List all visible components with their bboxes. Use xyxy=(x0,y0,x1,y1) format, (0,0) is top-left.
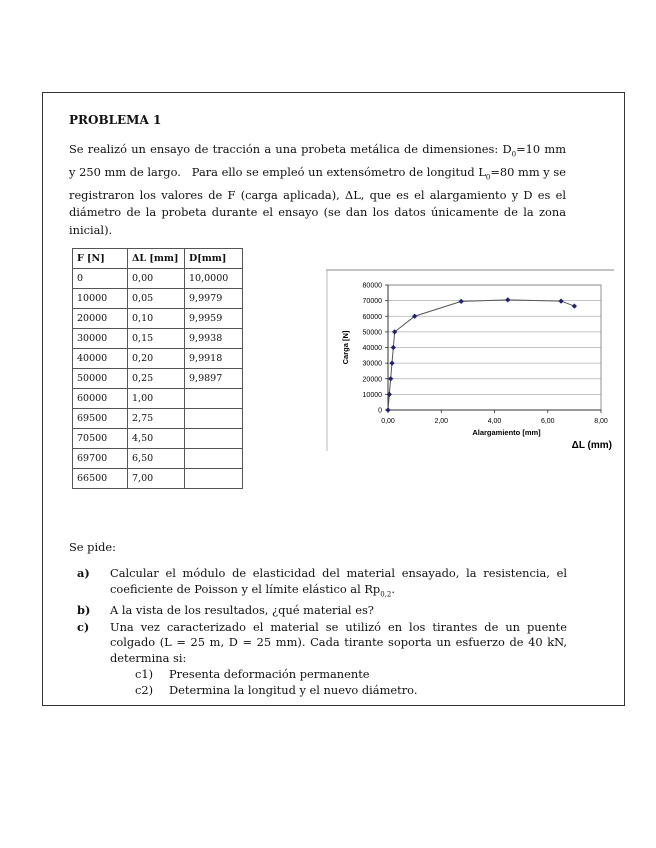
questions-heading: Se pide: xyxy=(69,540,116,554)
cell-elongation: 1,00 xyxy=(128,389,185,409)
data-table xyxy=(72,248,243,489)
cell-force: 69700 xyxy=(73,449,128,469)
problem-title: PROBLEMA 1 xyxy=(69,113,162,127)
cell-force: 66500 xyxy=(73,469,128,489)
table-row xyxy=(73,369,243,389)
cell-force: 20000 xyxy=(73,309,128,329)
table-row xyxy=(73,309,243,329)
chart-svg xyxy=(326,269,614,451)
cell-diameter xyxy=(185,469,243,489)
delta-l-unit-label: ΔL (mm) xyxy=(571,440,612,451)
question-c xyxy=(77,620,567,667)
question-label: b) xyxy=(77,603,91,618)
table-row xyxy=(73,349,243,369)
header-elongation: ΔL [mm] xyxy=(128,249,185,269)
question-label: c) xyxy=(77,619,90,634)
table-row xyxy=(73,329,243,349)
cell-elongation: 0,10 xyxy=(128,309,185,329)
y-tick-label: 0 xyxy=(378,407,382,415)
y-tick-label: 60000 xyxy=(362,313,382,321)
y-tick-label: 80000 xyxy=(362,282,382,290)
x-tick-label: 6,00 xyxy=(540,418,555,425)
cell-diameter: 9,9938 xyxy=(185,329,243,349)
y-tick-label: 20000 xyxy=(362,376,382,384)
table-row xyxy=(73,409,243,429)
cell-diameter xyxy=(185,449,243,469)
table-row xyxy=(73,269,243,289)
cell-force: 0 xyxy=(73,269,128,289)
cell-force: 50000 xyxy=(73,369,128,389)
subquestion-label: c1) xyxy=(135,667,154,682)
question-b xyxy=(77,603,567,619)
cell-diameter: 10,0000 xyxy=(185,269,243,289)
table-row xyxy=(73,289,243,309)
x-tick-label: 4,00 xyxy=(487,418,502,425)
cell-elongation: 0,25 xyxy=(128,369,185,389)
header-diameter: D[mm] xyxy=(185,249,243,269)
questions-list xyxy=(77,566,567,698)
x-axis-label: Alargamiento [mm] xyxy=(472,428,541,437)
cell-force: 40000 xyxy=(73,349,128,369)
header-force: F [N] xyxy=(73,249,128,269)
table-row xyxy=(73,469,243,489)
x-tick-label: 2,00 xyxy=(434,418,449,425)
cell-force: 30000 xyxy=(73,329,128,349)
data-point xyxy=(505,297,510,302)
cell-elongation: 4,50 xyxy=(128,429,185,449)
question-a xyxy=(77,566,567,602)
cell-elongation: 7,00 xyxy=(128,469,185,489)
y-tick-label: 10000 xyxy=(362,391,382,399)
subquestion-label: c2) xyxy=(135,682,154,697)
cell-elongation: 6,50 xyxy=(128,449,185,469)
subquestion-text: Determina la longitud y el nuevo diámetro. xyxy=(169,682,418,697)
y-tick-label: 70000 xyxy=(362,298,382,306)
table-row xyxy=(73,389,243,409)
x-tick-label: 8,00 xyxy=(594,418,608,425)
cell-elongation: 0,00 xyxy=(128,269,185,289)
question-label: a) xyxy=(77,566,90,580)
cell-diameter: 9,9979 xyxy=(185,289,243,309)
subquestion-c1 xyxy=(77,667,567,683)
cell-elongation: 2,75 xyxy=(128,409,185,429)
cell-diameter xyxy=(185,389,243,409)
x-tick-label: 0,00 xyxy=(381,418,395,425)
table-row xyxy=(73,449,243,469)
cell-diameter: 9,9897 xyxy=(185,369,243,389)
cell-diameter xyxy=(185,429,243,449)
y-axis-label: Carga [N] xyxy=(341,330,350,365)
problem-intro: Se realizó un ensayo de tracción a una probeta metálica de dimensiones: $D_0=10$ mm y 250 mm de largo. Para ello se empleó un extensómetro de longitud $L_0=80$ mm y se registraron los valores de F (carga aplicada), ΔL, que es el alargamiento y D es el diámetro de la probeta durante el ensayo (se dan los datos únicamente de la zona inicial). xyxy=(69,142,566,237)
question-text: Calcular el módulo de elasticidad del material ensayado, la resistencia, el coeficiente de Poisson y el límite elástico al $Rp_{0,2}$. xyxy=(110,566,567,598)
data-point xyxy=(388,376,393,381)
data-point xyxy=(389,361,394,366)
data-point xyxy=(385,407,390,412)
question-text: A la vista de los resultados, ¿qué material es? xyxy=(110,603,374,618)
cell-force: 70500 xyxy=(73,429,128,449)
cell-elongation: 0,20 xyxy=(128,349,185,369)
subquestion-text: Presenta deformación permanente xyxy=(169,667,370,682)
question-text: Una vez caracterizado el material se utilizó en los tirantes de un puente colgado (L = 25 m, D = 25 mm). Cada tirante soporta un esfuerzo de 40 kN, determina si: xyxy=(110,619,567,665)
table-row xyxy=(73,429,243,449)
data-point xyxy=(459,299,464,304)
y-tick-label: 30000 xyxy=(362,360,382,368)
y-tick-label: 50000 xyxy=(362,329,382,337)
cell-elongation: 0,15 xyxy=(128,329,185,349)
load-elongation-chart xyxy=(326,269,614,451)
cell-force: 69500 xyxy=(73,409,128,429)
cell-diameter: 9,9918 xyxy=(185,349,243,369)
cell-diameter xyxy=(185,409,243,429)
cell-diameter: 9,9959 xyxy=(185,309,243,329)
table-header-row xyxy=(73,249,243,269)
subquestion-c2 xyxy=(77,683,567,699)
data-point xyxy=(558,298,563,303)
data-point xyxy=(391,345,396,350)
y-tick-label: 40000 xyxy=(362,345,382,352)
cell-force: 10000 xyxy=(73,289,128,309)
cell-elongation: 0,05 xyxy=(128,289,185,309)
data-point xyxy=(572,303,577,308)
cell-force: 60000 xyxy=(73,389,128,409)
